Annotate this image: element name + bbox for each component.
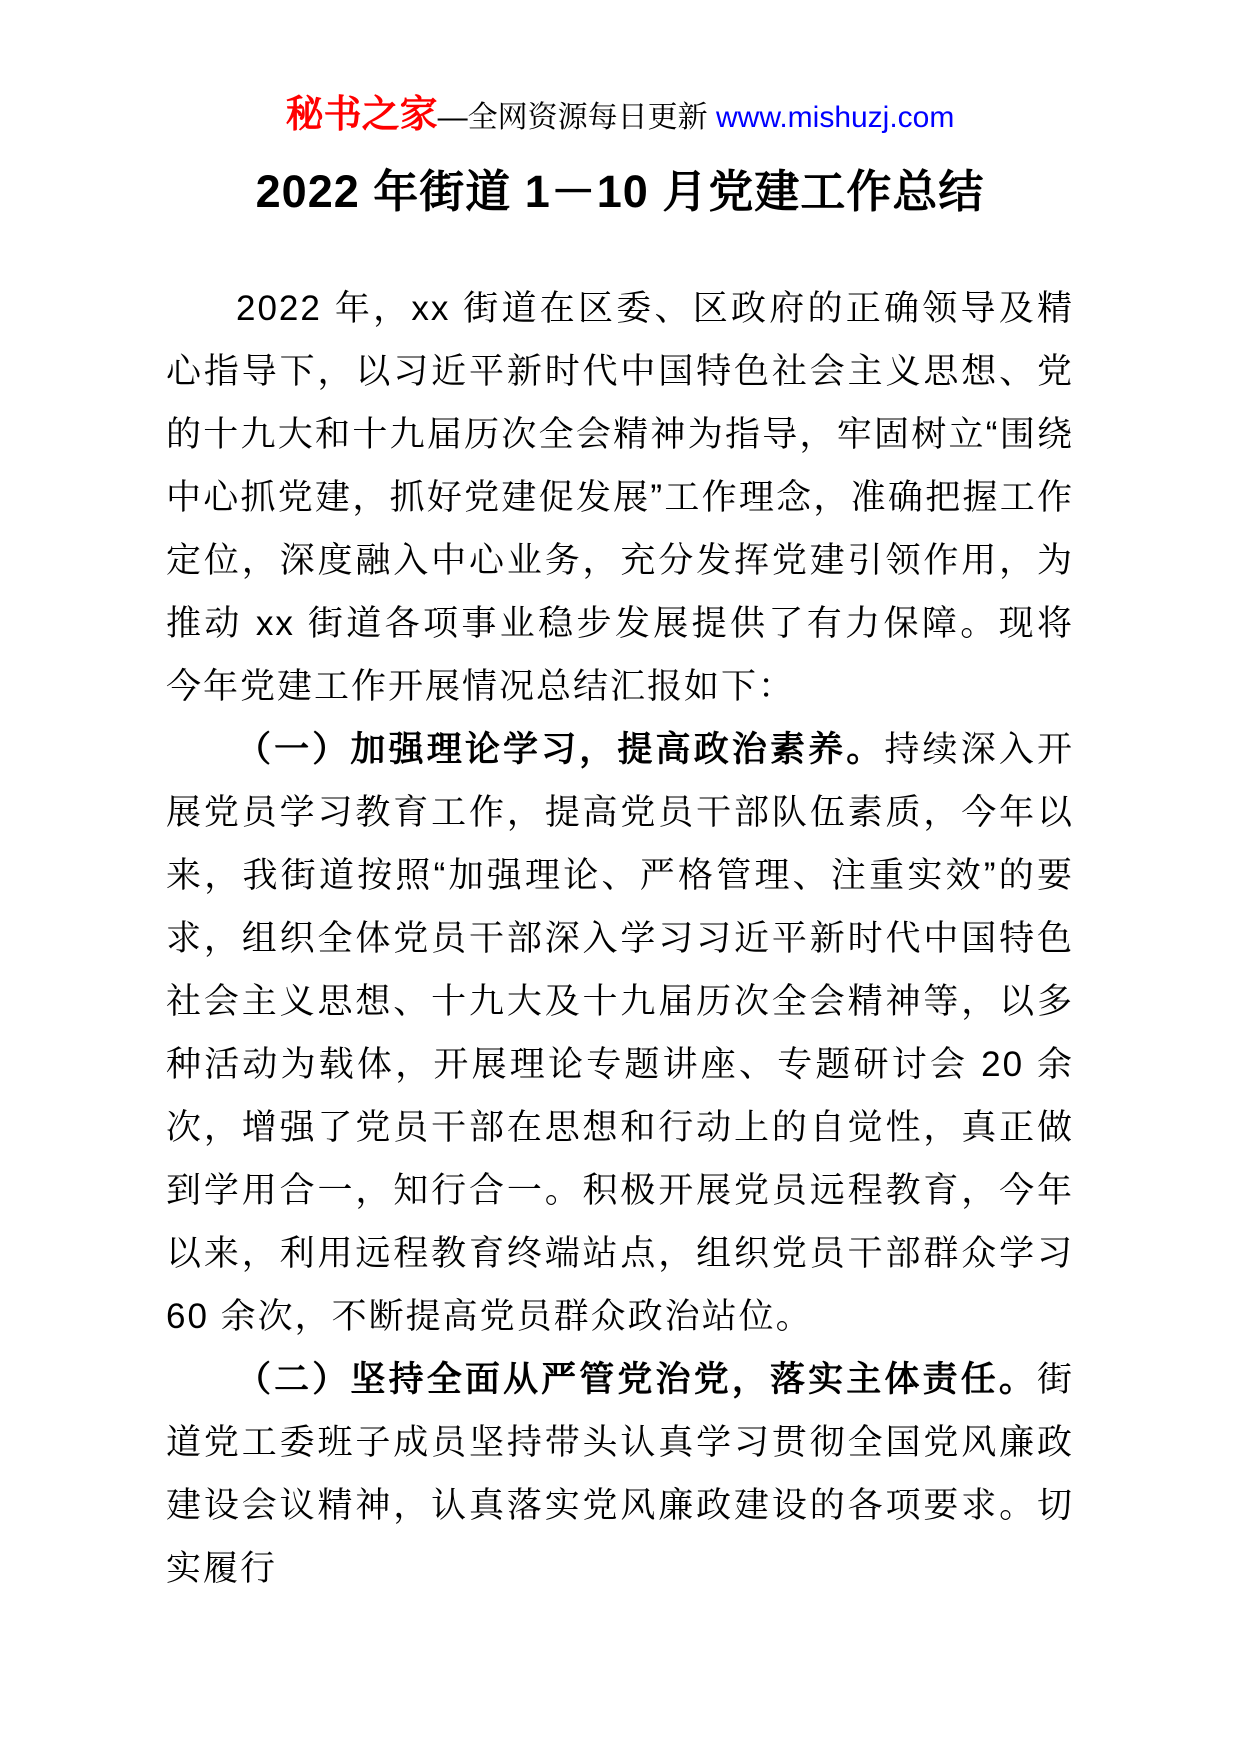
section-1-heading: （一）加强理论学习，提高政治素养。 [236, 730, 885, 769]
section-2-text: 街道党工委班子成员坚持带头认真学习贯彻全国党风廉政建设会议精神，认真落实党风廉政建设的各项要求。切实履行 [166, 1360, 1074, 1588]
section-1-text: 持续深入开展党员学习教育工作，提高党员干部队伍素质，今年以来，我街道按照“加强理论、严格管理、注重实效”的要求，组织全体党员干部深入学习习近平新时代中国特色社会主义思想、十九大及十九届历次全会精神等，以多种活动为载体，开展理论专题讲座、专题研讨会 20 余次，增强了党员干部在思想和行动上的自觉性，真正做到学用合一，知行合一。积极开展党员远程教育，今年以来，利用远程教育终端站点，组织党员干部群众学习 60 余次，不断提高党员群众政治站位。 [166, 730, 1074, 1336]
paragraph-section-2 [166, 1348, 1074, 1600]
document-body [166, 277, 1074, 1600]
paragraph-section-1 [166, 718, 1074, 1348]
document-title: 2022 年街道 1－10 月党建工作总结 [255, 166, 985, 217]
site-tagline: 全网资源每日更新 [467, 101, 716, 134]
header-dash: — [437, 101, 468, 134]
site-url-link[interactable]: www.mishuzj.com [715, 101, 955, 134]
paragraph-intro [166, 277, 1074, 718]
paragraph-intro-text: 2022 年，xx 街道在区委、区政府的正确领导及精心指导下，以习近平新时代中国特色社会主义思想、党的十九大和十九届历次全会精神为指导，牢固树立“围绕中心抓党建，抓好党建促发展”工作理念，准确把握工作定位，深度融入中心业务，充分发挥党建引领作用，为推动 xx 街道各项事业稳步发展提供了有力保障。现将今年党建工作开展情况总结汇报如下： [166, 289, 1074, 706]
site-header [0, 92, 1240, 141]
site-brand: 秘书之家 [285, 94, 438, 136]
section-2-heading: （二）坚持全面从严管党治党，落实主体责任。 [236, 1360, 1037, 1399]
